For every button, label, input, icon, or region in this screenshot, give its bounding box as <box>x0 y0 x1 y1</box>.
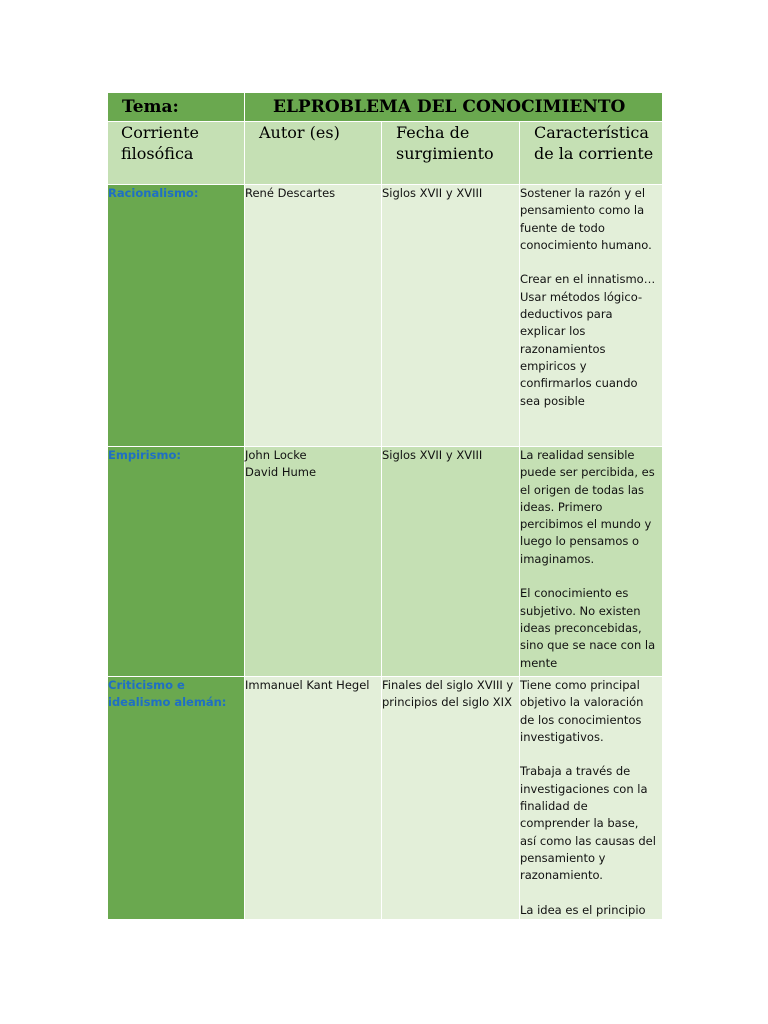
autor-cell: Immanuel Kant Hegel <box>245 677 382 920</box>
fecha-cell: Siglos XVII y XVIII <box>382 185 520 447</box>
header-caracteristica: Característica de la corriente <box>520 122 663 185</box>
corriente-cell: Racionalismo: <box>108 185 245 447</box>
autor-cell: René Descartes <box>245 185 382 447</box>
fecha-cell: Finales del siglo XVIII y principios del siglo XIX <box>382 677 520 920</box>
header-row <box>108 122 663 185</box>
table-row <box>108 677 663 920</box>
table-row <box>108 447 663 677</box>
caracteristica-cell: Sostener la razón y el pensamiento como la fuente de todo conocimiento humano. Crear en el innatismo… Usar métodos lógico-deductivos para explicar los razonamientos empiricos y confirmarlos cuando sea posible <box>520 185 663 447</box>
topic-label: Tema: <box>108 93 245 122</box>
autor-cell: John Locke David Hume <box>245 447 382 677</box>
header-fecha: Fecha de surgimiento <box>382 122 520 185</box>
fecha-cell: Siglos XVII y XVIII <box>382 447 520 677</box>
header-autor: Autor (es) <box>245 122 382 185</box>
philosophy-table <box>107 92 663 920</box>
title-row <box>108 93 663 122</box>
caracteristica-cell: La realidad sensible puede ser percibida, es el origen de todas las ideas. Primero percibimos el mundo y luego lo pensamos o imaginamos. El conocimiento es subjetivo. No existen ideas preconcebidas, sino que se nace con la mente <box>520 447 663 677</box>
corriente-cell: Criticismo e idealismo alemán: <box>108 677 245 920</box>
table-row <box>108 185 663 447</box>
header-corriente: Corriente filosófica <box>108 122 245 185</box>
caracteristica-cell: Tiene como principal objetivo la valoración de los conocimientos investigativos. Trabaja a través de investigaciones con la finalidad de comprender la base, así como las causas del pensamiento y razonamiento. La idea es el principio <box>520 677 663 920</box>
corriente-cell: Empirismo: <box>108 447 245 677</box>
topic-title: ELPROBLEMA DEL CONOCIMIENTO <box>245 93 663 122</box>
